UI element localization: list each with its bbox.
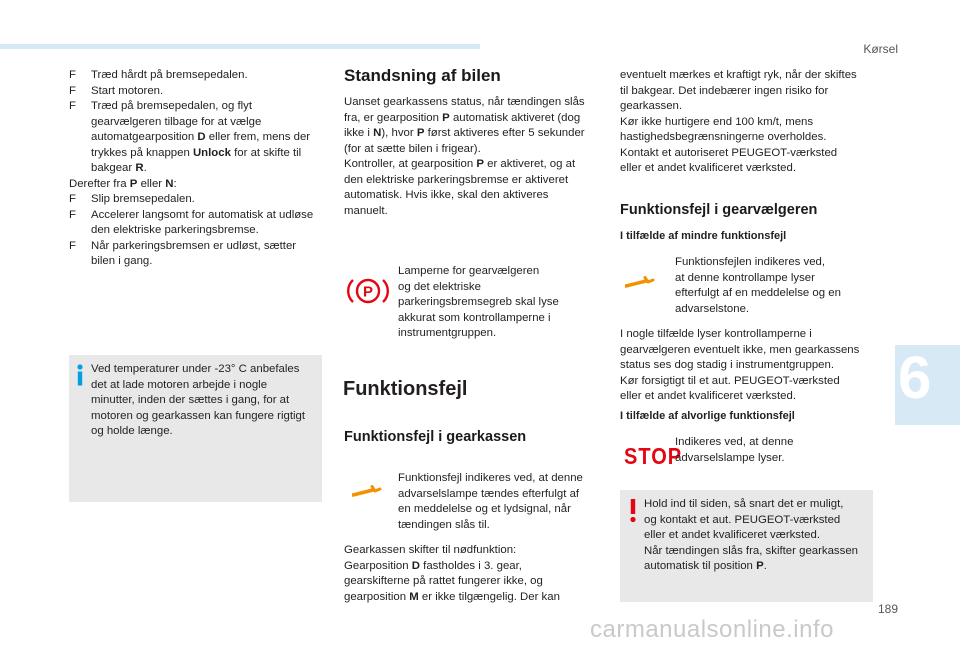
watermark: carmanualsonline.info [590,616,834,643]
ryk-text: eventuelt mærkes et kraftigt ryk, når der skiftes til bakgear. Det indebærer ingen risiko for gearkassen. Kør ikke hurtigere end 100 km/t, mens hastighedsbegrænsningerne overholdes. Kontakt et autoriseret PEUGEOT-værksted eller et andet kvalificeret værksted. [620,69,857,174]
standsning-text: Uanset gearkassens status, når tændingen slås fra, er gearposition P automatisk aktiveret (dog ikke i N), hvor P først aktiveres efter 5 sekunder (for at sætte bilen i frigear). Kontroller, at gearposition P er aktiveret, og at den elektriske parkeringsbremse er aktiveret automatisk. Hvis ikke, skal den aktiveres manuelt. [344,96,585,217]
heading-standsning: Standsning af bilen [344,66,501,85]
start-steps: F Træd hårdt på bremsepedalen. F Start motoren. F Træd på bremsepedalen, og flyt gearvælgeren tilbage for at vælge automatgearposition D eller frem, mens der trykkes på knappen Unlock for at skifte til bakgear R. Derefter fra P eller N: F Slip bremsepedalen. F Accelerer langsomt for automatisk at udløse den elektriske parkeringsbremse. F Når parkeringsbremsen er udløst, sætter bilen i gang. [69,69,314,267]
wrench-icon [352,485,382,499]
serious-text: Indikeres ved, at denne advarselslampe lyser. [675,436,794,464]
bullet-icon: F [69,69,76,81]
heading-gearkasse: Funktionsfejl i gearkassen [344,429,527,445]
subheading-minor: I tilfælde af mindre funktionsfejl [620,230,787,242]
svg-text:P: P [362,283,374,301]
info-box [69,355,322,502]
bullet-icon: F [69,84,76,97]
parking-brake-warning-icon [346,275,390,307]
lamp-text: Lamperne for gearvælgeren og det elektriske parkeringsbremsegreb skal lyse akkurat som kontrollamperne i instrumentgruppen. [398,265,559,339]
heading-funktionsfejl: Funktionsfejl [343,378,468,400]
bullet-icon: F [69,208,76,221]
minor-text: Funktionsfejlen indikeres ved, at denne kontrollampe lyser efterfulgt af en meddelelse og en advarselstone. [675,256,841,315]
header-bar [0,44,480,49]
warning-text: Hold ind til siden, så snart det er muligt, og kontakt et aut. PEUGEOT-værksted eller et andet kvalificeret værksted. Når tændingen slås fra, skifter gearkassen automatisk til position P. [644,498,858,572]
exclamation-icon [629,499,637,523]
nodfunktion-text: Gearkassen skifter til nødfunktion: Gearposition D fastholdes i 3. gear, gearskifterne på rattet fungerer ikke, og gearposition M er ikke tilgængelig. Der kan [344,544,560,603]
warning-box [620,490,873,602]
chapter-number: 6 [898,344,932,411]
bullet-icon: F [69,100,76,112]
wrench-icon [625,276,655,290]
kontrollamper-text: I nogle tilfælde lyser kontrollamperne i gearvælgeren eventuelt ikke, men gearkassens status ses dog stadig i instrumentgruppen. Kør forsigtigt til et aut. PEUGEOT-værksted eller et andet kvalificeret værksted. [620,328,860,402]
heading-gearvaelger: Funktionsfejl i gearvælgeren [620,202,818,218]
info-text: Ved temperaturer under -23° C anbefales det at lade motoren arbejde i nogle minutter, inden der sættes i gang, for at motoren og gearkassen kan fungere rigtigt og holde længe. [91,363,306,437]
info-icon [76,364,84,386]
subheading-serious: I tilfælde af alvorlige funktionsfejl [620,410,795,422]
bullet-icon: F [69,239,76,252]
bullet-icon: F [69,193,76,205]
section-title: Kørsel [863,42,898,56]
page-number: 189 [877,602,898,616]
stop-warning-icon: STOP [624,444,683,470]
gearkasse-text: Funktionsfejl indikeres ved, at denne advarselslampe tændes efterfulgt af en meddelelse og et lydsignal, når tændingen slås til. [398,472,583,531]
